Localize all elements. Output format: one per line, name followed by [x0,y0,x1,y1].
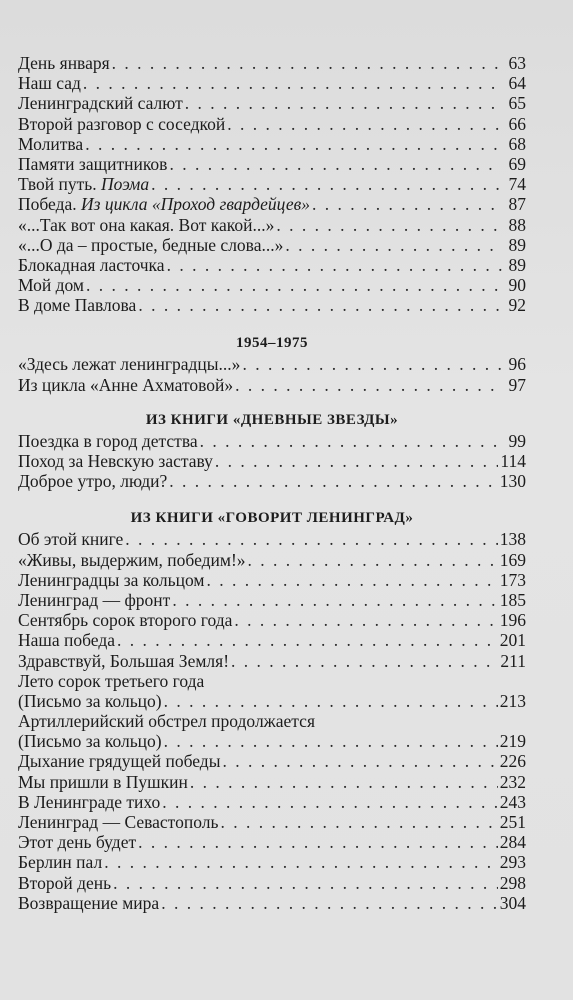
toc-entry-page-number: 232 [499,771,526,792]
toc-entry-page-number: 63 [508,53,526,73]
toc-entry [18,751,526,771]
dot-leader [276,215,502,235]
toc-entry-page-number: 65 [508,93,526,114]
toc-entry-page-number: 211 [500,650,526,671]
toc-entry-page-number: 251 [499,812,526,832]
toc-entry-page-number: 114 [500,451,526,471]
dot-leader [169,471,497,491]
toc-entry-title [18,93,183,113]
toc-entry-page-number: 88 [508,214,526,235]
toc-entry-title [18,235,283,255]
toc-entry-title [18,691,162,711]
toc-entry-page-number: 90 [508,275,526,296]
toc-entry [18,174,526,194]
toc-entry-title-text: Второй день [18,872,112,893]
toc-entry-page-number: 293 [499,852,526,873]
dot-leader [222,751,497,771]
toc-entry-title [18,134,83,154]
toc-entry-title-text: (Письмо за кольцо) [18,690,162,711]
dot-leader [85,134,502,154]
dot-leader [227,114,502,134]
toc-entry-title [18,812,218,832]
dot-leader [169,154,502,174]
toc-entry-page-number: 87 [508,194,526,215]
toc-entry-title [18,354,240,374]
toc-section-2 [18,354,526,394]
toc-entry [18,691,526,711]
dot-leader [83,73,502,93]
toc-section-3 [18,431,526,492]
toc-entry-title-text: Из цикла «Анне Ахматовой» [18,374,234,395]
dot-leader [215,451,498,471]
toc-entry-title-text: Ленинград — Севастополь [18,812,219,832]
toc-entry [18,93,526,113]
toc-entry-title-text: «Живы, выдержим, победим!» [18,549,246,570]
toc-entry-title-text: Памяти защитников [18,153,168,174]
toc-entry-title-text: Второй разговор с соседкой [18,113,226,134]
toc-entry [18,451,526,471]
toc-entry-page-number: 169 [499,549,526,570]
toc-entry [18,570,526,590]
toc-entry-title-text: Мы пришли в Пушкин [18,771,188,792]
dot-leader [164,731,498,751]
toc-entry-title-text: День января [18,53,110,73]
toc-entry-page-number: 89 [508,234,526,255]
toc-entry-page-number: 92 [508,295,526,316]
toc-entry-title-text: Твой путь. [18,174,97,195]
toc-entry-title [18,53,110,73]
dot-leader [117,630,498,650]
dot-leader [164,691,498,711]
toc-entry [18,235,526,255]
toc-entry-page-number: 64 [508,73,526,94]
section-heading-govorit-leningrad: ИЗ КНИГИ «ГОВОРИТ ЛЕНИНГРАД» [130,510,414,527]
toc-entry-title-text: Молитва [18,133,84,154]
toc-entry-page-number: 243 [499,791,526,812]
toc-entry [18,812,526,832]
toc-entry-title [18,255,165,275]
toc-entry-title [18,451,213,471]
toc-entry-title [18,630,115,650]
dot-leader [86,275,502,295]
dot-leader [185,93,502,113]
toc-entry-title-text: Дыхание грядущей победы [18,751,221,772]
toc-entry-title [18,529,123,549]
dot-leader [161,893,498,913]
toc-entry-title [18,731,162,751]
toc-entry-title [18,792,160,812]
section-heading-1954-1975: 1954–1975 [236,335,308,352]
toc-entry [18,772,526,792]
dot-leader [190,772,498,792]
toc-entry [18,610,526,630]
toc-entry-title-text: Об этой книге [18,529,124,550]
toc-entry-title-italic: Из цикла «Проход гвардейцев» [81,194,310,215]
toc-entry [18,529,526,549]
toc-entry-title-text: Здравствуй, Большая Земля! [18,650,230,671]
toc-entry [18,431,526,451]
toc-entry-page-number: 74 [508,174,526,195]
toc-entry-title-text: Поход за Невскую заставу [18,451,213,471]
toc-entry-title-text: Поездка в город детства [18,430,198,451]
toc-entry-title-text: Наш сад [18,73,81,94]
toc-entry-title [18,215,274,235]
toc-entry-page-number: 69 [508,153,526,174]
toc-entry [18,215,526,235]
toc-entry [18,550,526,570]
toc-entry-page-number: 173 [499,569,526,590]
toc-entry-page-number: 304 [499,892,526,913]
toc-entry-title-text: В доме Павлова [18,295,137,316]
toc-entry-title-text: Берлин пал [18,852,103,873]
toc-entry-title [18,550,246,570]
toc-entry-title [18,610,232,630]
toc-entry-title-text: В Ленинграде тихо [18,791,161,812]
toc-entry-title-line: Артиллерийский обстрел продолжается [18,711,315,732]
toc-entry-page-number: 66 [508,113,526,134]
dot-leader [167,255,502,275]
toc-entry-page-number: 138 [499,529,526,550]
dot-leader [242,354,502,374]
toc-entry-title-text: «...Так вот она какая. Вот какой...» [18,214,275,235]
dot-leader [220,812,497,832]
toc-entry [18,73,526,93]
toc-entry-title [18,893,159,913]
toc-entry-title-text: Возвращение мира [18,892,160,913]
toc-entry-title [18,275,84,295]
toc-entry [18,375,526,395]
dot-leader [162,792,498,812]
toc-entry-title [18,651,229,671]
toc-entry [18,255,526,275]
toc-entry [18,590,526,610]
toc-entry [18,194,526,214]
dot-leader [206,570,497,590]
toc-entry-page-number: 196 [499,610,526,631]
toc-entry-title [18,852,102,872]
toc-entry-title-text: Ленинградцы за кольцом [18,569,205,590]
dot-leader [248,550,498,570]
toc-entry [18,651,526,671]
toc-entry-page-number: 298 [499,872,526,893]
toc-entry-page-number: 284 [499,832,526,853]
dot-leader [112,53,502,73]
toc-entry-title-text: Сентябрь сорок второго года [18,610,233,631]
toc-entry-title [18,154,167,174]
toc-entry [18,471,526,491]
toc-entry [18,873,526,893]
toc-entry-title-text: «...О да – простые, бедные слова...» [18,234,284,255]
toc-entry-title-text: Мой дом [18,275,85,296]
dot-leader [234,610,497,630]
dot-leader [104,852,498,872]
toc-entry-title [18,114,225,134]
toc-entry-title [18,73,81,93]
toc-entry [18,295,526,315]
toc-entry-title-text: Блокадная ласточка [18,254,165,275]
toc-entry-title [18,751,220,771]
toc-entry-page-number: 97 [508,374,526,395]
dot-leader [138,832,498,852]
toc-entry-title [18,431,198,451]
toc-entry-page-number: 89 [508,254,526,275]
toc-entry-page-number: 185 [499,589,526,610]
toc-entry [18,354,526,374]
dot-leader [285,235,502,255]
toc-section-1 [18,53,526,315]
toc-entry-title-text: «Здесь лежат ленинградцы...» [18,354,241,375]
toc-entry [18,731,526,751]
dot-leader [312,194,502,214]
toc-entry-title-text: Ленинград — фронт [18,589,171,610]
toc-entry-title [18,772,188,792]
toc-entry-title [18,194,310,214]
toc-section-4 [18,529,526,913]
dot-leader [151,174,502,194]
toc-entry-title-text: Доброе утро, люди? [18,471,168,492]
toc-entry-title-text: Этот день будет [18,832,137,853]
toc-entry-title [18,832,136,852]
toc-entry [18,275,526,295]
dot-leader [113,873,498,893]
toc-entry-title [18,471,167,491]
toc-entry-title-text: Победа. [18,194,77,215]
toc-entry-title [18,375,233,395]
toc-entry [18,134,526,154]
toc-entry [18,114,526,134]
toc-entry [18,53,526,73]
toc-entry-title [18,570,204,590]
toc-entry [18,852,526,872]
dot-leader [172,590,497,610]
dot-leader [231,651,498,671]
dot-leader [200,431,502,451]
toc-entry-page-number: 226 [499,751,526,772]
toc-entry [18,893,526,913]
toc-entry-title-italic: Поэма [100,174,150,195]
toc-entry-page-number: 201 [499,630,526,651]
toc-entry-title [18,590,170,610]
toc-entry-title-text: Ленинградский салют [18,93,183,114]
toc-entry [18,630,526,650]
table-of-contents [18,53,526,913]
dot-leader [125,529,497,549]
toc-entry [18,832,526,852]
toc-entry-title [18,873,111,893]
toc-entry-page-number: 130 [499,471,526,492]
toc-entry-page-number: 213 [499,690,526,711]
toc-entry-title-text: Наша победа [18,630,116,651]
toc-entry [18,792,526,812]
toc-entry-title [18,174,149,194]
section-heading-dnevnye-zvezdy: ИЗ КНИГИ «ДНЕВНЫЕ ЗВЕЗДЫ» [145,411,399,428]
toc-entry-page-number: 219 [499,731,526,752]
dot-leader [235,375,502,395]
toc-entry-page-number: 68 [508,133,526,154]
dot-leader [138,295,502,315]
toc-entry-page-number: 99 [508,430,526,451]
toc-entry [18,154,526,174]
toc-entry-page-number: 96 [508,354,526,375]
toc-entry-title [18,295,136,315]
toc-entry-title-line: Лето сорок третьего года [18,670,205,691]
toc-entry-title-text: (Письмо за кольцо) [18,731,162,752]
